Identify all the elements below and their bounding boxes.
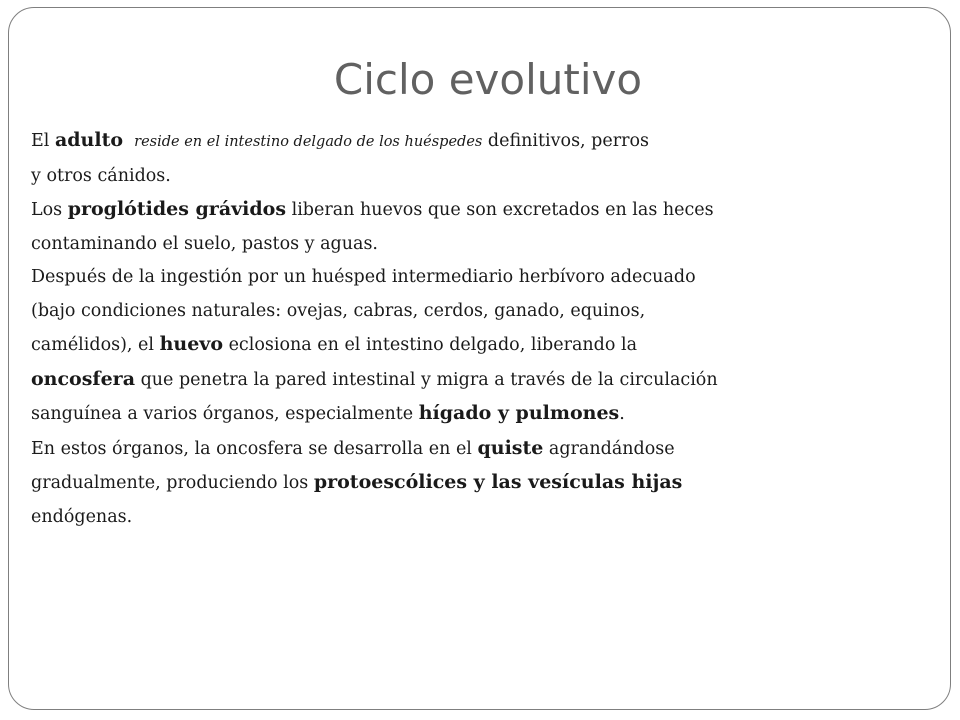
bold-term: hígado y pulmones [418,402,620,424]
text-run: contaminando el suelo, pastos y aguas. [31,233,378,254]
body-line [31,501,791,535]
text-run: que penetra la pared intestinal y migra a través de la circulación [135,369,718,390]
slide-body [31,124,791,534]
body-line [31,328,791,363]
text-run: y otros cánidos. [31,165,171,186]
text-run: (bajo condiciones naturales: ovejas, cabras, cerdos, ganado, equinos, [31,300,646,321]
bold-term: adulto [54,129,124,151]
body-line [31,432,791,467]
body-line [31,228,791,262]
text-run [123,131,134,151]
text-run: sanguínea a varios órganos, especialmente [31,404,419,424]
text-run: agrandándose [543,438,675,459]
text-run: camélidos), el [31,335,160,355]
body-line [31,295,791,329]
text-run: definitivos, perros [482,131,649,151]
text-run: El [31,131,55,151]
body-line [31,193,791,228]
body-line [31,397,791,432]
text-run: . [619,404,625,424]
slide-title: Ciclo evolutivo [333,55,643,104]
text-run: En estos órganos, la oncosfera se desarrolla en el [31,438,478,459]
text-run: gradualmente, produciendo los [31,473,314,493]
body-line [31,466,791,501]
body-line [31,363,791,398]
text-run: Los [31,200,68,220]
body-line [31,160,791,194]
text-run: Después de la ingestión por un huésped intermediario herbívoro adecuado [31,267,696,287]
italic-phrase: reside en el intestino delgado de los huéspedes [134,134,483,150]
bold-term: quiste [477,436,544,459]
text-run: liberan huevos que son excretados en las heces [286,200,714,220]
body-line [31,124,791,160]
text-run: eclosiona en el intestino delgado, liberando la [223,335,637,355]
bold-term: huevo [159,333,224,355]
bold-term: oncosfera [31,367,136,390]
text-run: endógenas. [31,506,133,527]
bold-term: protoescólices y las vesículas hijas [313,471,683,493]
bold-term: proglótides grávidos [67,198,287,220]
body-line [31,261,791,295]
